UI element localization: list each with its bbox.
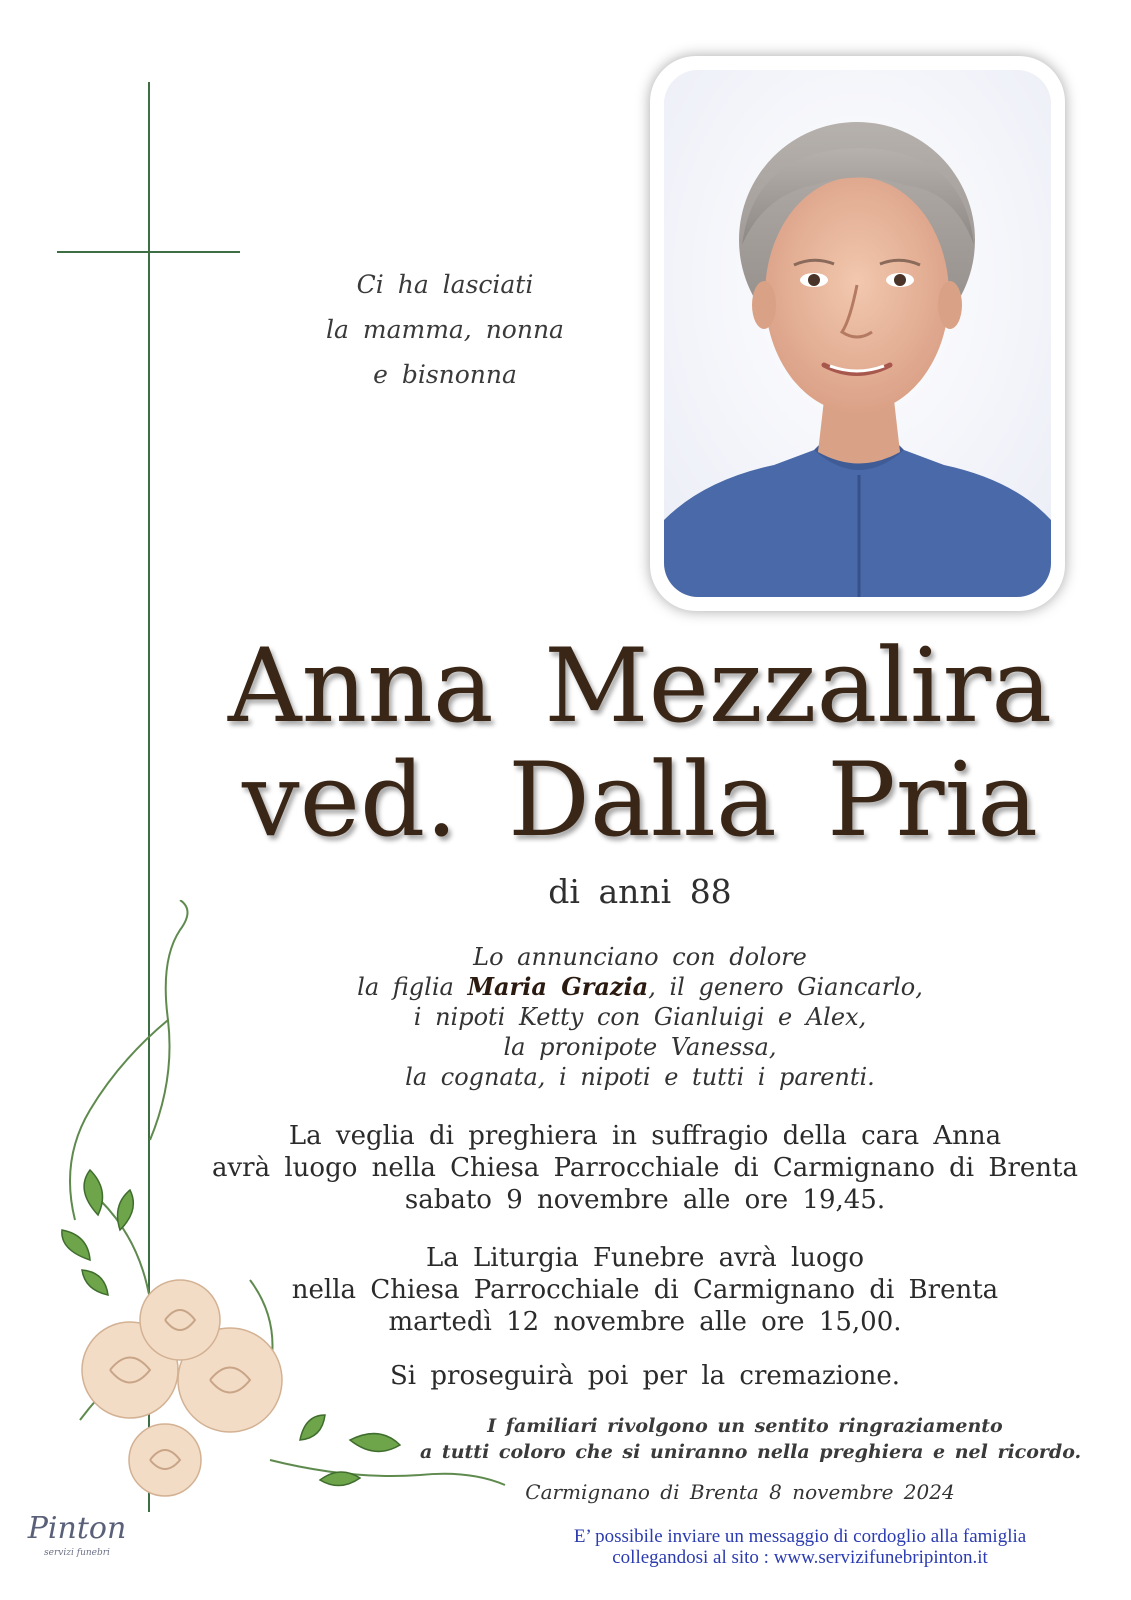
- liturgy-line: martedì 12 novembre alle ore 15,00.: [388, 1307, 902, 1337]
- thanks-line: a tutti coloro che si uniranno nella preghiera e nel ricordo.: [420, 1441, 1082, 1463]
- rose-decoration: [0, 900, 520, 1560]
- logo-name: Pinton: [27, 1511, 127, 1546]
- portrait-illustration: [664, 70, 1051, 597]
- name-line-2: ved. Dalla Pria: [241, 741, 1039, 860]
- intro-line: la mamma, nonna: [326, 315, 564, 344]
- vigil-line: La veglia di preghiera in suffragio della cara Anna: [288, 1121, 1002, 1151]
- announcement-line: la cognata, i nipoti e tutti i parenti.: [405, 1063, 875, 1091]
- age-text: di anni 88: [548, 872, 732, 911]
- pinton-logo: [22, 1510, 132, 1568]
- logo-subtitle: servizi funebri: [44, 1548, 110, 1558]
- daughter-name: Maria Grazia: [467, 972, 649, 1001]
- announcement-text: , il genero Giancarlo,: [648, 973, 923, 1001]
- liturgy-line: La Liturgia Funebre avrà luogo: [426, 1243, 864, 1273]
- cremation-line: Si proseguirà poi per la cremazione.: [389, 1361, 901, 1391]
- announcement-line: la pronipote Vanessa,: [503, 1033, 777, 1061]
- vigil-line: sabato 9 novembre alle ore 19,45.: [404, 1185, 886, 1215]
- vigil-line: avrà luogo nella Chiesa Parrocchiale di Carmignano di Brenta: [211, 1153, 1079, 1183]
- announcement-text: la figlia: [357, 973, 468, 1001]
- condolence-message: [500, 1526, 1100, 1568]
- announcement-line: i nipoti Ketty con Gianluigi e Alex,: [413, 1003, 867, 1031]
- intro-line: Ci ha lasciati: [356, 270, 534, 299]
- intro-text: [300, 262, 590, 397]
- condolence-line: E’ possibile inviare un messaggio di cordoglio alla famiglia: [573, 1526, 1027, 1547]
- thanks-line: I familiari rivolgono un sentito ringraziamento: [487, 1415, 1003, 1437]
- intro-line: e bisnonna: [373, 360, 517, 389]
- place-date: Carmignano di Brenta 8 novembre 2024: [525, 1480, 955, 1504]
- portrait-photo: [664, 70, 1051, 597]
- liturgy-line: nella Chiesa Parrocchiale di Carmignano di Brenta: [291, 1275, 999, 1305]
- name-line-1: Anna Mezzalira: [227, 627, 1053, 746]
- portrait-frame: [650, 56, 1065, 611]
- announcement-line: Lo annunciano con dolore: [473, 943, 807, 971]
- cross-horizontal-bar: [57, 251, 240, 253]
- deceased-name: [200, 627, 1080, 860]
- condolence-link[interactable]: collegandosi al sito : www.servizifunebripinton.it: [612, 1547, 988, 1568]
